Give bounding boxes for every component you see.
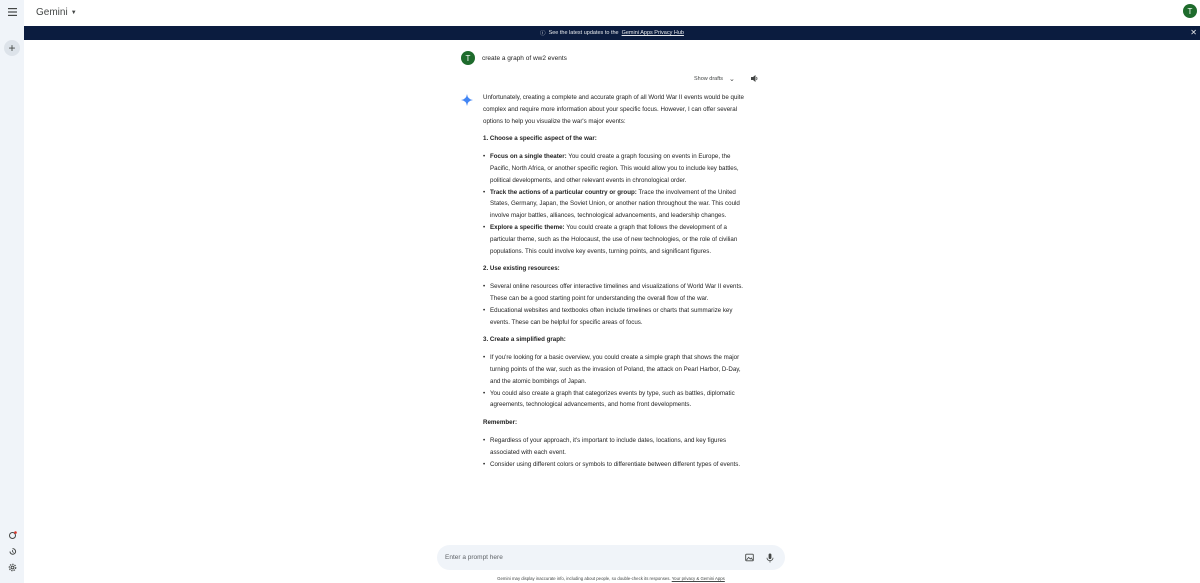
item-text: You could create a graph that follows the development of a particular theme, such as the Holocaust, the use of new technologies, or the role of civilian populations. This could involve key events, turning points, and significant figures. bbox=[490, 223, 738, 255]
item-text: If you're looking for a basic overview, you could create a simple graph that shows the major turning points of the war, such as the invasion of Poland, the attack on Pearl Harbor, D-Day, and the atomic bombings of Japan. bbox=[490, 354, 741, 385]
privacy-link[interactable]: Your privacy & Gemini Apps bbox=[671, 576, 725, 581]
top-bar bbox=[24, 0, 1200, 25]
list-item bbox=[483, 305, 745, 329]
model-response bbox=[483, 92, 745, 476]
privacy-hub-link[interactable]: Gemini Apps Privacy Hub bbox=[621, 30, 684, 36]
info-icon: ⓘ bbox=[540, 31, 546, 37]
list-item bbox=[483, 187, 745, 222]
chevron-down-icon: ⌄ bbox=[729, 76, 735, 83]
new-chat-button[interactable] bbox=[4, 40, 20, 56]
menu-icon[interactable] bbox=[4, 4, 20, 20]
list-item bbox=[483, 388, 745, 412]
bullet-list bbox=[483, 352, 745, 411]
account-avatar[interactable]: T bbox=[1183, 4, 1197, 18]
app-title: Gemini bbox=[36, 7, 68, 18]
section-heading: Remember: bbox=[483, 419, 518, 427]
activity-icon[interactable] bbox=[4, 543, 20, 559]
list-item bbox=[483, 352, 745, 387]
user-message bbox=[461, 51, 567, 65]
prompt-bar bbox=[437, 545, 785, 570]
response-intro: Unfortunately, creating a complete and accurate graph of all World War II events would be quite complex and require more information about your specific focus. However, I can offer several options to help you visualize the war's major events: bbox=[483, 94, 744, 125]
gemini-spark-icon bbox=[461, 93, 473, 105]
section-heading: 3. Create a simplified graph: bbox=[483, 336, 566, 344]
item-text: You could also create a graph that categorizes events by type, such as battles, diplomatic agreements, technological advancements, and home front developments. bbox=[490, 389, 735, 409]
list-item bbox=[483, 435, 745, 459]
item-text: Trace the involvement of the United States, Germany, Japan, the Soviet Union, or another nation throughout the war. This could involve major battles, alliances, technological advancements, and leadership changes. bbox=[490, 188, 740, 220]
privacy-banner bbox=[24, 26, 1200, 40]
update-icon[interactable] bbox=[4, 527, 20, 543]
footer-disclaimer bbox=[437, 576, 785, 581]
caret-down-icon: ▼ bbox=[70, 9, 77, 16]
item-text: Regardless of your approach, it's important to include dates, locations, and key figures associated with each event. bbox=[490, 436, 727, 456]
list-item bbox=[483, 459, 745, 471]
close-icon[interactable]: ✕ bbox=[1190, 28, 1197, 37]
banner-text: See the latest updates to the bbox=[548, 30, 619, 36]
item-text: Several online resources offer interactive timelines and visualizations of World War II events. These can be a good starting point for understanding the overall flow of the war. bbox=[490, 283, 744, 302]
bullet-list bbox=[483, 281, 745, 328]
item-text: Consider using different colors or symbols to differentiate between different types of events. bbox=[490, 460, 741, 468]
microphone-icon[interactable] bbox=[764, 552, 776, 564]
item-text: You could create a graph focusing on events in Europe, the Pacific, North Africa, or another specific region. This would allow you to include key battles, political developments, and other relevant events in chronological order. bbox=[490, 153, 739, 184]
prompt-input[interactable] bbox=[445, 545, 743, 570]
disclaimer-text: Gemini may display inaccurate info, including about people, so double-check its responses. bbox=[497, 576, 671, 581]
section-heading: 1. Choose a specific aspect of the war: bbox=[483, 135, 597, 143]
plus-icon: + bbox=[8, 41, 16, 55]
bullet-list bbox=[483, 435, 745, 470]
item-text: Educational websites and textbooks often include timelines or charts that summarize key events. These can be helpful for specific areas of focus. bbox=[490, 306, 733, 326]
section-heading: 2. Use existing resources: bbox=[483, 265, 560, 273]
item-bold: Track the actions of a particular country or group: bbox=[490, 188, 637, 196]
item-bold: Explore a specific theme: bbox=[490, 223, 565, 231]
user-prompt-text: create a graph of ww2 events bbox=[482, 54, 567, 62]
bullet-list bbox=[483, 151, 745, 257]
speaker-icon[interactable] bbox=[750, 74, 759, 85]
list-item bbox=[483, 281, 745, 305]
scroll-fade bbox=[460, 528, 760, 544]
show-drafts-button[interactable] bbox=[694, 75, 735, 83]
model-selector[interactable] bbox=[36, 7, 77, 18]
item-bold: Focus on a single theater: bbox=[490, 153, 567, 161]
list-item bbox=[483, 151, 745, 186]
show-drafts-label: Show drafts bbox=[694, 76, 724, 82]
image-upload-icon[interactable] bbox=[743, 552, 755, 564]
sidebar bbox=[0, 0, 24, 583]
list-item bbox=[483, 222, 745, 257]
settings-icon[interactable] bbox=[4, 559, 20, 575]
user-avatar: T bbox=[461, 51, 475, 65]
